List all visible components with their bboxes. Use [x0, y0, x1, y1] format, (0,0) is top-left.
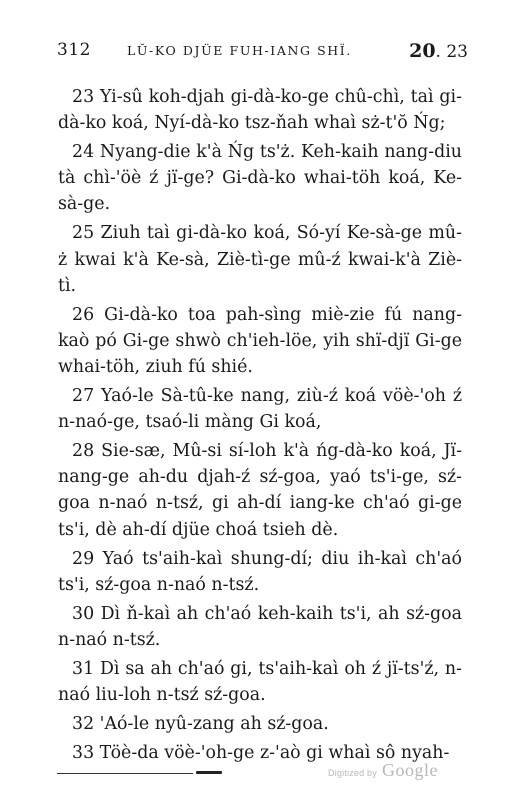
page-number: 312	[57, 40, 91, 60]
page-header	[57, 40, 468, 64]
watermark-prefix: Digitized by	[328, 768, 377, 778]
chapter-verse-reference	[409, 40, 468, 62]
verse-26: 26 Gi-dà-ko toa pah-sìng miè-zie fú nang-kaò pó Gi-ge shwò ch'ieh-löe, yih shï-djï Gi-ge whai-töh, ziuh fú shié.	[58, 304, 462, 377]
verse-29: 29 Yaó ts'aih-kaì shung-dí; diu ih-kaì ch'aó ts'i, sź-goa n-naó n-tsź.	[58, 548, 462, 595]
watermark-brand: Google	[382, 760, 439, 780]
verse-30: 30 Dì ň-kaì ah ch'aó keh-kaih ts'i, ah sź-goa n-naó n-tsź.	[58, 603, 462, 650]
verse-27: 27 Yaó-le Sà-tû-ke nang, ziù-ź koá vöè-'oh ź n-naó-ge, tsaó-li màng Gi koá,	[58, 386, 462, 433]
digitized-watermark	[328, 760, 438, 781]
verse-23: 23 Yi-sû koh-djah gi-dà-ko-ge chû-chì, taì gi-dà-ko koá, Nyí-dà-ko tsz-ňah whaì sż-t'ŏ Ńg;	[58, 87, 462, 134]
verse-reference: . 23	[435, 42, 468, 62]
verse-25: 25 Ziuh taì gi-dà-ko koá, Só-yí Ke-sà-ge mû-ż kwai k'à Ke-sà, Ziè-tì-ge mû-ź kwai-k'à Ziè-tì.	[58, 223, 462, 296]
verse-31: 31 Dì sa ah ch'aó gi, ts'aih-kaì oh ź jï-ts'ź, n-naó liu-loh n-tsź sź-goa.	[58, 658, 462, 706]
footer-rule	[57, 773, 193, 774]
body-text	[58, 84, 462, 769]
chapter-number: 20	[409, 40, 436, 62]
running-title: LŬ-KO DJÜE FUH-IANG SHÏ.	[127, 43, 352, 58]
verse-32: 32 'Aó-le nyû-zang ah sź-goa.	[72, 714, 329, 735]
verse-28: 28 Sie-sæ, Mû-si sí-loh k'à ńg-dà-ko koá, Jï-nang-ge ah-du djah-ź sź-goa, yaó ts'i-ge, sź-goa n-naó n-tsź, gi ah-dí iang-ke ch'aó gi-ge ts'i, dè ah-dí djüe choá tsieh dè.	[58, 441, 462, 540]
verse-33: 33 Töè-da vöè-'oh-ge z-'aò gi whaì sô nyah-	[72, 743, 450, 764]
footer-rule-mark	[196, 771, 222, 774]
verse-24: 24 Nyang-die k'à Ńg ts'ż. Keh-kaih nang-diu tà chì-'öè ź jï-ge? Gi-dà-ko whai-töh koá, Ke-sà-ge.	[58, 142, 462, 215]
